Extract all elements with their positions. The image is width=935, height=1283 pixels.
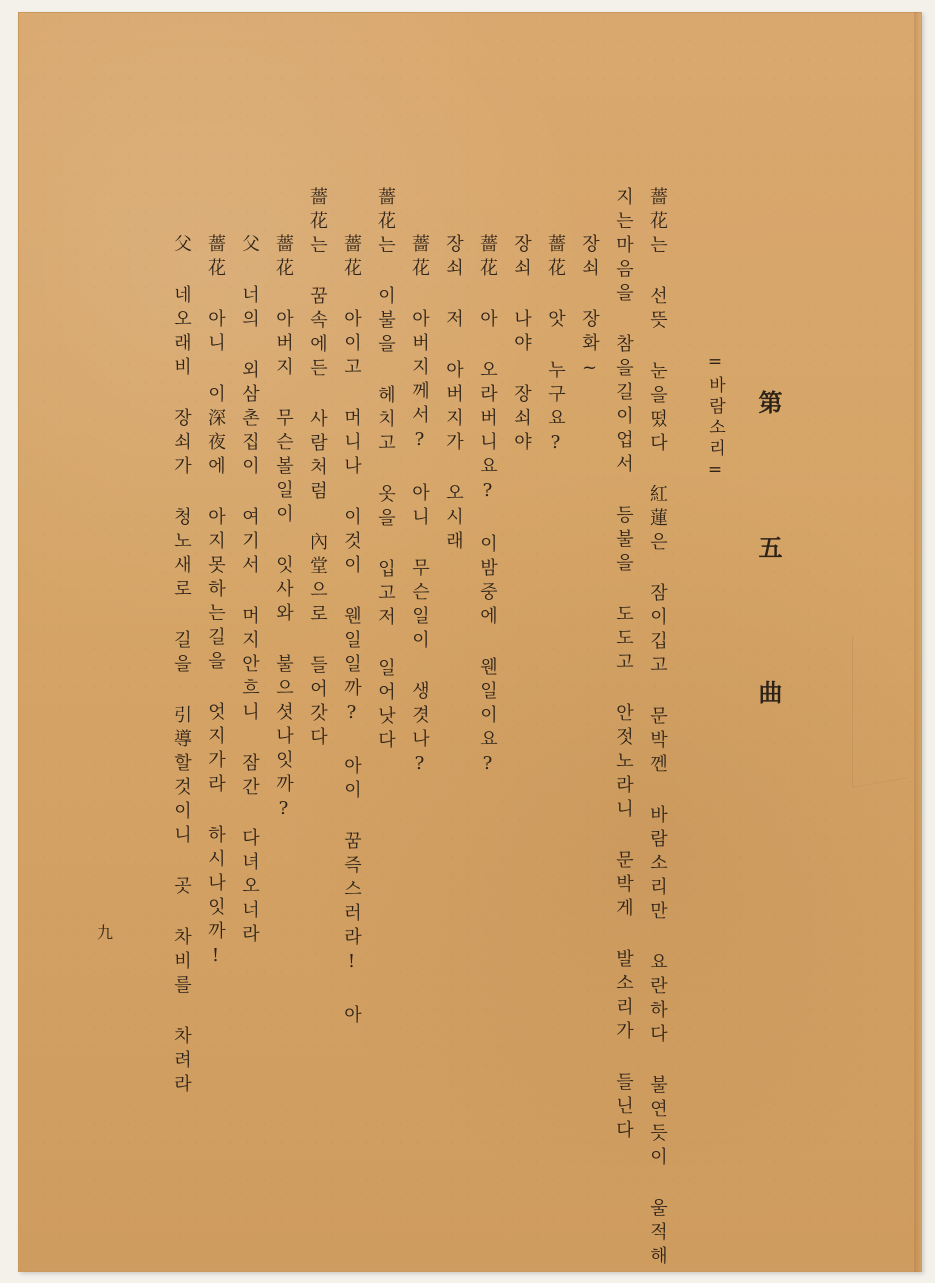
aged-paper-page [18, 12, 922, 1272]
script-line: 父 너의 외삼촌집이 여기서 머지안흐니 잠간 다녀오너라 [239, 234, 260, 948]
script-line: 薔花 아버지께서? 아니 무슨일이 생겻나? [409, 234, 430, 780]
script-line: 薔花 아버지 무슨볼일이 잇사와 불으셧나잇까? [273, 234, 294, 825]
script-line: 薔花 아니 이深夜에 아지못하는길을 엇지가라 하시나잇까! [205, 234, 226, 972]
script-line: 장쇠 장화~ [579, 234, 600, 384]
stage-direction: =바람소리= [705, 352, 725, 484]
page-number: 九 [97, 923, 114, 942]
script-line: 薔花 아 오라버니요? 이밤중에 웬일이요? [477, 234, 498, 780]
page-edge-shadow [914, 12, 922, 1272]
script-line: 장쇠 저 아버지가 오시래 [443, 234, 464, 555]
script-line: 薔花는 선뜻 눈을떴다 紅蓮은 잠이깁고 문박껜 바람소리만 요란하다 불연듯이 울적해 [647, 187, 668, 1270]
script-line: 薔花는 이불을 헤치고 옷을 입고저 일어낫다 [375, 187, 396, 754]
script-line: 父 네오래비 장쇠가 청노새로 길을 引導할것이니 곳 차비를 차려라 [171, 234, 192, 1098]
script-line: 薔花는 꿈속에든 사람처럼 內堂으로 들어갓다 [307, 187, 328, 751]
script-line: 장쇠 나야 장쇠야 [511, 234, 532, 456]
paper-crease [852, 627, 908, 788]
script-line: 薔花 아이고 머니나 이것이 웬일일까? 아이 꿈즉스러라! 아 [341, 234, 362, 1029]
script-line: 지는마음을 참을길이업서 등불을 도도고 안젓노라니 문박게 발소리가 들닌다 [613, 187, 634, 1144]
chapter-title: 第 五 曲 [754, 390, 783, 750]
script-line: 薔花 앗 누구요? [545, 234, 566, 459]
